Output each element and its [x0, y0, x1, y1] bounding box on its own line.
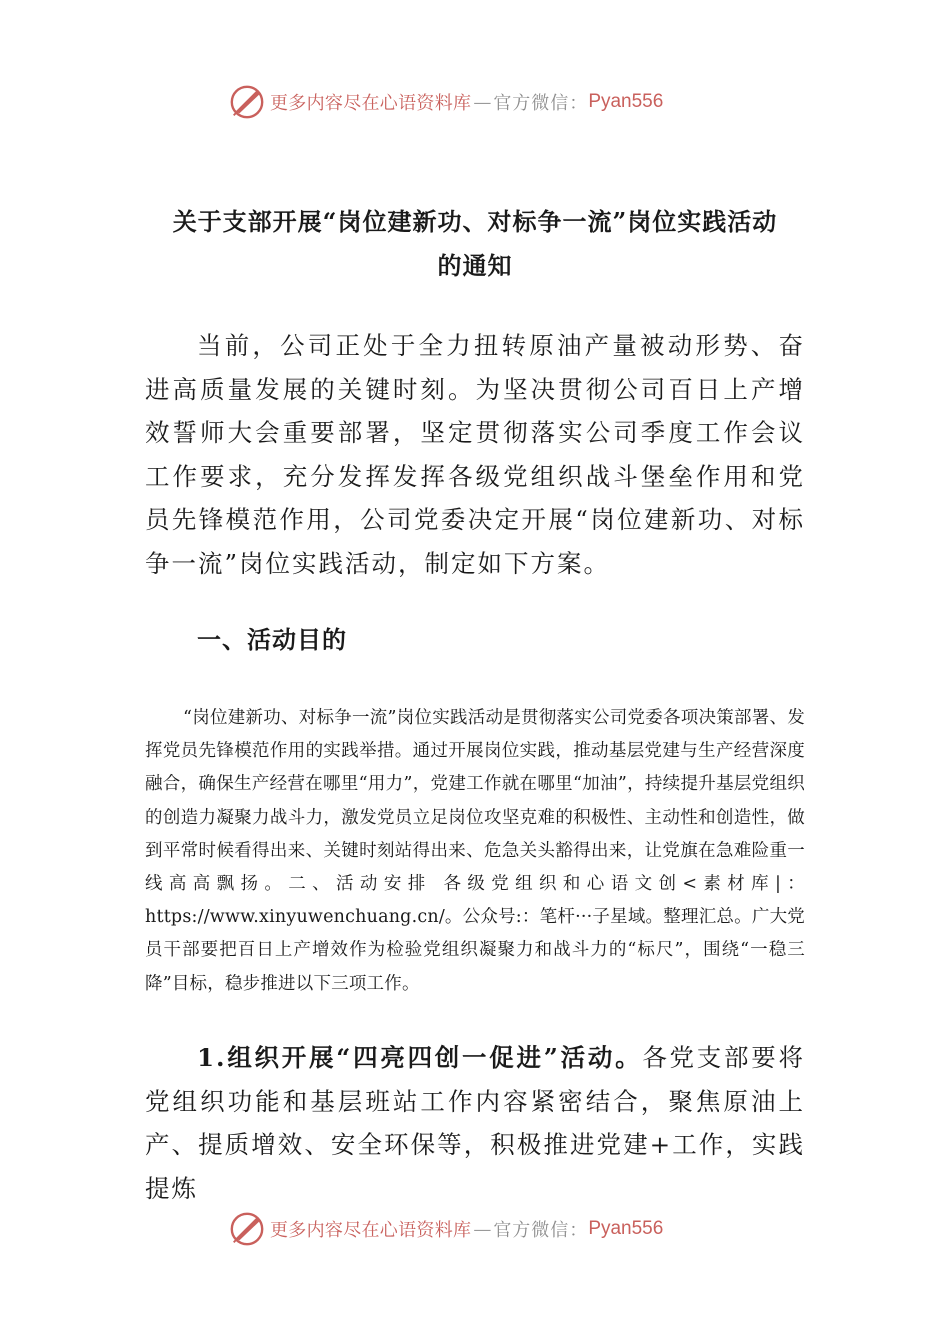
quill-logo-icon — [228, 83, 266, 121]
watermark-wechat-id: Pyan556 — [588, 1218, 664, 1239]
watermark-main-text: 更多内容尽在心语资料库 — [270, 1220, 472, 1241]
purpose-paragraph: “岗位建新功、对标争一流”岗位实践活动是贯彻落实公司党委各项决策部署、发挥党员先锋模范作用的实践举措。通过开展岗位实践，推动基层党建与生产经营深度融合，确保生产经营在哪里“用力”，党建工作就在哪里“加油”，持续提升基层党组织的创造力凝聚力战斗力，激发党员立足岗位攻坚克难的积极性、主动性和创造性，做到平常时候看得出来、关键时刻站得出来、危急关头豁得出来，让党旗在急难险重一线高高飘扬。二、活动安排 各级党组织和心语文创<素材库|：https://www.xinyuwenchuang.cn/。公众号:：笔杆···子星域。整理汇总。广大党员干部要把百日上产增效作为检验党组织凝聚力和战斗力的“标尺”，围绕“一稳三降”目标，稳步推进以下三项工作。 — [145, 708, 805, 994]
title-line-1: 关于支部开展“岗位建新功、对标争一流”岗位实践活动 — [172, 207, 778, 236]
watermark-dash: — — [473, 91, 492, 113]
watermark-sub-text: 官方微信： — [493, 1220, 589, 1241]
activity-item-1-text: 各党支部要将党组织功能和基层班站工作内容紧密结合，聚焦原油上产、提质增效、安全环保等，积极推进党建+工作，实践提炼 — [145, 1043, 806, 1203]
watermark-banner-bottom — [228, 1209, 663, 1249]
document-title — [140, 200, 810, 288]
watermark-dash: — — [473, 1218, 492, 1240]
title-line-2: 的通知 — [437, 251, 513, 280]
watermark-wechat-id: Pyan556 — [588, 91, 664, 112]
watermark-main-text: 更多内容尽在心语资料库 — [270, 93, 472, 114]
quill-logo-icon — [228, 1210, 266, 1248]
watermark-sub-text: 官方微信： — [493, 93, 589, 114]
section-heading-purpose: 一、活动目的 — [197, 625, 347, 654]
intro-paragraph: 当前，公司正处于全力扭转原油产量被动形势、奋进高质量发展的关键时刻。为坚决贯彻公司百日上产增效誓师大会重要部署，坚定贯彻落实公司季度工作会议工作要求，充分发挥发挥各级党组织战斗堡垒作用和党员先锋模范作用，公司党委决定开展“岗位建新功、对标争一流”岗位实践活动，制定如下方案。 — [145, 331, 805, 578]
watermark-banner-top — [228, 82, 663, 122]
activity-item-1-lead: 1.组织开展“四亮四创一促进”活动。 — [197, 1043, 643, 1072]
activity-item-1-paragraph — [145, 1036, 805, 1210]
